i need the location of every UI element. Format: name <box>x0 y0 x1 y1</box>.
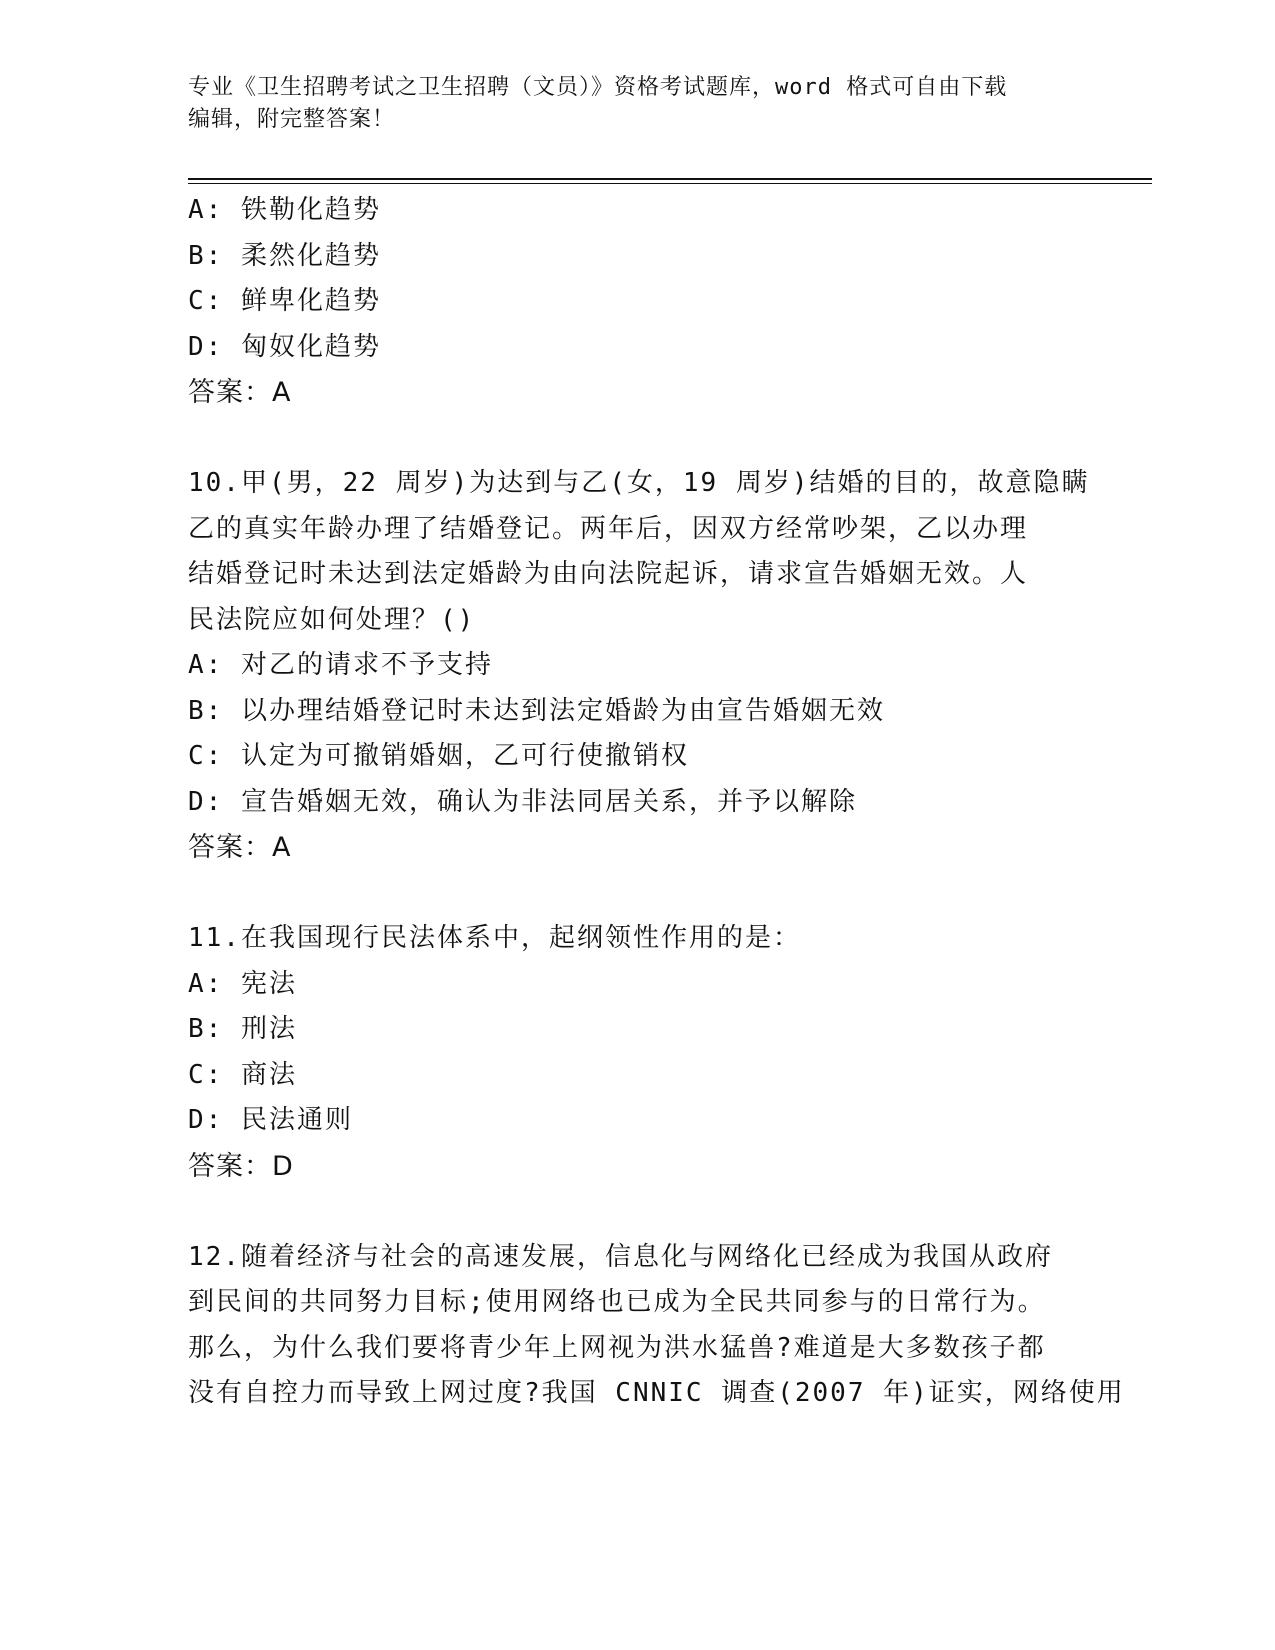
question-stem-line: 结婚登记时未达到法定婚龄为由向法院起诉，请求宣告婚姻无效。人 <box>188 559 1029 589</box>
header-line-2: 编辑，附完整答案！ <box>188 107 396 132</box>
header-rule-thick <box>188 178 1152 180</box>
spacer <box>188 1189 1088 1235</box>
option-b: B: 刑法 <box>188 1014 297 1044</box>
option-c: C: 认定为可撤销婚姻，乙可行使撤销权 <box>188 741 689 771</box>
option-c: C: 鲜卑化趋势 <box>188 286 381 316</box>
question-stem-line: 11.在我国现行民法体系中，起纲领性作用的是： <box>188 923 801 953</box>
question-list <box>188 188 1125 1417</box>
answer: 答案：A <box>188 377 292 408</box>
header-rule-thin <box>188 183 1152 184</box>
question-9 <box>188 188 1088 416</box>
answer: 答案：A <box>188 832 292 863</box>
question-stem-line: 10.甲(男，22 周岁)为达到与乙(女，19 周岁)结婚的目的，故意隐瞒 <box>188 468 1090 498</box>
question-10 <box>188 461 1088 871</box>
question-stem-line: 那么，为什么我们要将青少年上网视为洪水猛兽?难道是大多数孩子都 <box>188 1332 1046 1363</box>
spacer <box>188 416 1088 462</box>
question-stem-line: 没有自控力而导致上网过度?我国 CNNIC 调查(2007 年)证实，网络使用 <box>188 1378 1125 1408</box>
option-d: D: 匈奴化趋势 <box>188 331 381 362</box>
option-b: B: 以办理结婚登记时未达到法定婚龄为由宣告婚姻无效 <box>188 695 885 726</box>
option-d: D: 民法通则 <box>188 1105 353 1135</box>
question-stem-line: 到民间的共同努力目标;使用网络也已成为全民共同参与的日常行为。 <box>188 1287 1046 1317</box>
question-stem-line: 民法院应如何处理？() <box>188 604 476 635</box>
option-a: A: 对乙的请求不予支持 <box>188 650 493 680</box>
option-c: C: 商法 <box>188 1059 297 1090</box>
answer: 答案：D <box>188 1150 294 1182</box>
question-11 <box>188 916 1088 1189</box>
option-a: A: 铁勒化趋势 <box>188 195 381 225</box>
option-a: A: 宪法 <box>188 968 297 999</box>
header-line-1: 专业《卫生招聘考试之卫生招聘（文员）》资格考试题库，word 格式可自由下载 <box>188 75 1008 100</box>
question-12 <box>188 1235 1125 1417</box>
question-stem-line: 12.随着经济与社会的高速发展，信息化与网络化已经成为我国从政府 <box>188 1241 1053 1272</box>
spacer <box>188 871 1088 917</box>
document-header <box>188 72 1068 136</box>
option-b: B: 柔然化趋势 <box>188 240 381 271</box>
question-stem-line: 乙的真实年龄办理了结婚登记。两年后，因双方经常吵架，乙以办理 <box>188 513 1029 544</box>
option-d: D: 宣告婚姻无效，确认为非法同居关系，并予以解除 <box>188 786 857 817</box>
